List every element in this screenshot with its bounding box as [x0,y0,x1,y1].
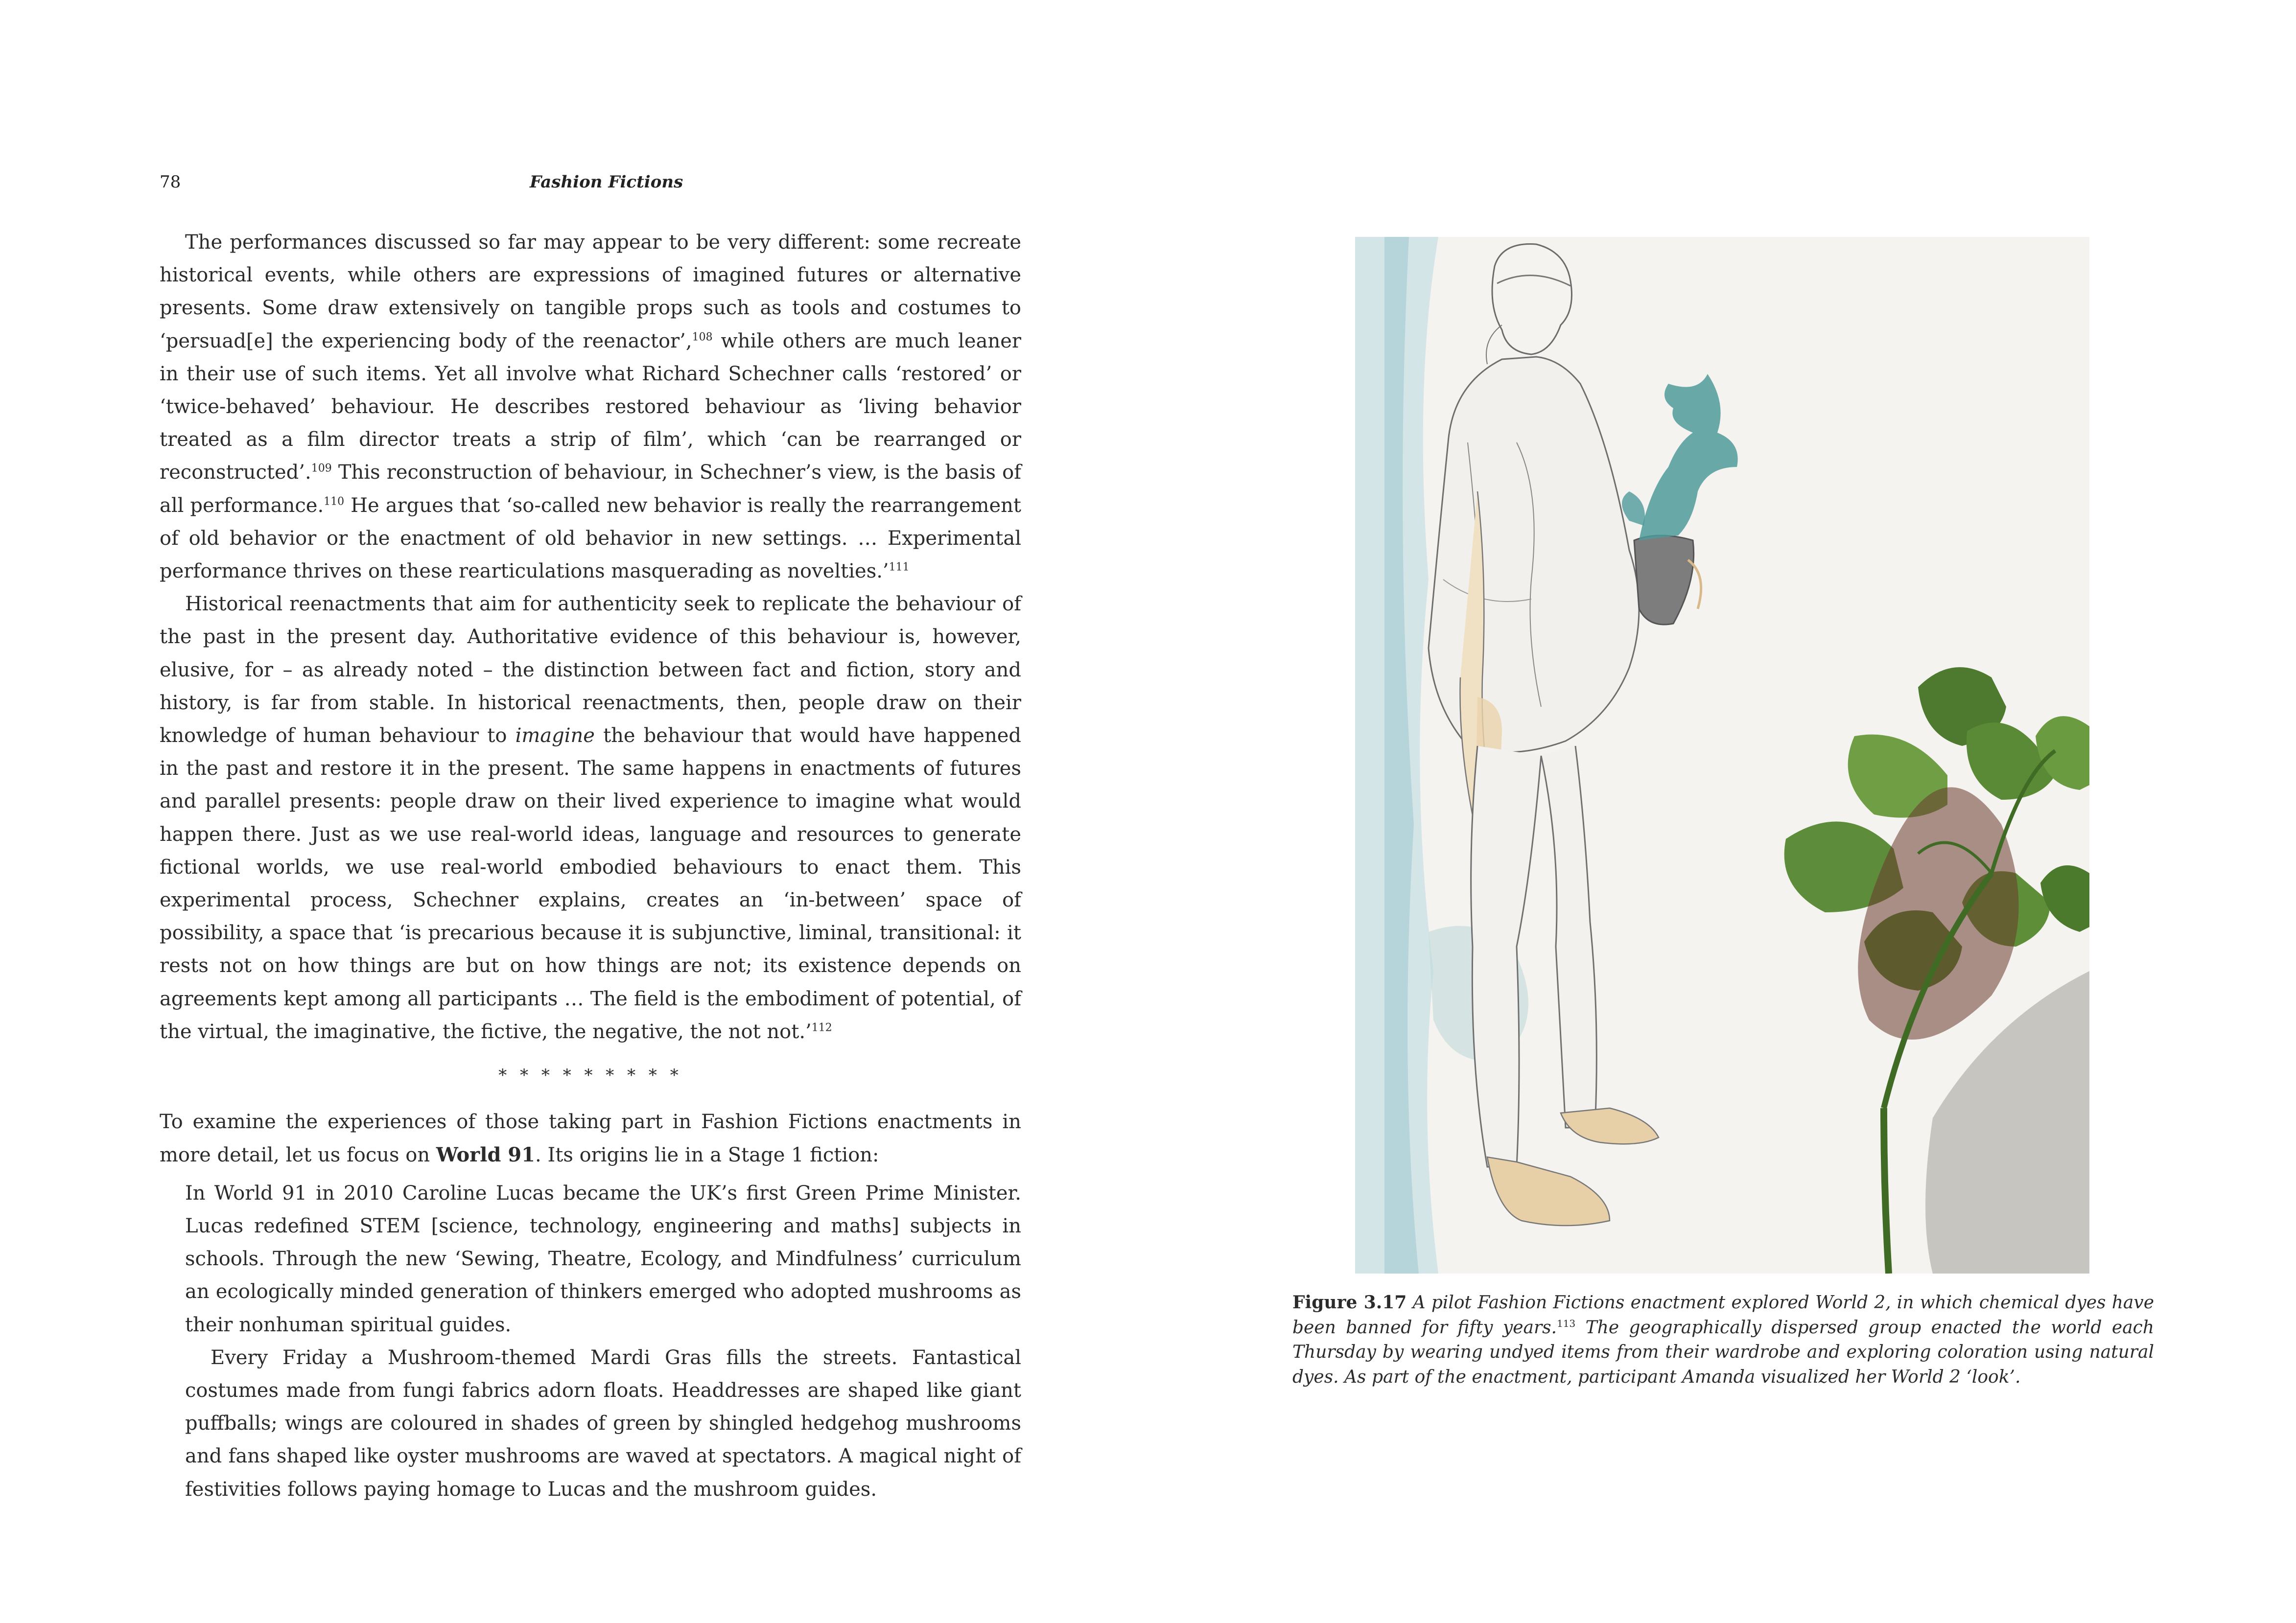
body-text [160,226,1021,1506]
section-separator: * * * * * * * * * [498,1066,682,1086]
page-number-left: 78 [160,172,181,192]
running-head-left: Fashion Fictions [530,172,683,192]
quote-paragraph-2: Every Friday a Mushroom-themed Mardi Gras fills the streets. Fantastical costumes made from fungi fabrics adorn floats. Headdresses are shaped like giant puffballs; wings are coloured in shades of green by shingled hedgehog mushrooms and fans shaped like oyster mushrooms are waved at spectators. A magical night of festivities follows paying homage to Lucas and the mushroom guides. [185,1346,1021,1501]
sketch-illustration [1355,237,2089,1274]
note-ref: 108 [692,331,713,344]
paragraph-1 [160,226,1021,588]
text-run: He argues that ‘so-called new behavior is really the rearrangement of old behavior or the enactment of old behavior in new settings. … Experimental performance thrives on these rearticulations masquerading as novelties.’ [160,494,1021,583]
figure-image [1355,237,2089,1274]
note-ref: 109 [311,463,332,475]
figure-label: Figure 3.17 [1292,1292,1407,1313]
text-run: the behaviour that would have happened in the past and restore it in the present. The same happens in enactments of futures and parallel presents: people draw on their lived experience to imagine what would happen there. Just as we use real-world ideas, language and resources to generate fictional worlds, we use real-world embodied behaviours to enact them. This experimental process, Schechner explains, creates an ‘in-between’ space of possibility, a space that ‘is precarious because it is subjunctive, liminal, transitional: it rests not on how things are but on how things are not; its existence depends on agreements kept among all participants … The field is the embodiment of potential, of the virtual, the imaginative, the fictive, the negative, the not not.’ [160,724,1022,1043]
bold-term: World 91 [436,1143,536,1167]
block-quote [185,1177,1021,1506]
caption-text: The geographically dispersed group enacted the world each Thursday by wearing undyed items from their wardrobe and exploring coloration using natural dyes. As part of the enactment, participant Amanda visualized her World 2 ‘look’. [1292,1317,2155,1387]
text-run: while others are much leaner in their use of such items. Yet all involve what Richard Schechner calls ‘restored’ or ‘twice-behaved’ behaviour. He describes restored behaviour as ‘living behavior treated as a film director treats a strip of film’, which ‘can be rearranged or reconstructed’. [160,329,1022,484]
text-run: To examine the experiences of those taking part in Fashion Fictions enactments in more detail, let us focus on [160,1111,1021,1167]
quote-paragraph-1: In World 91 in 2010 Caroline Lucas became the UK’s first Green Prime Minister. Lucas redefined STEM [science, technology, engineering and maths] subjects in schools. Through the new ‘Sewing, Theatre, Ecology, and Mindfulness’ curriculum an ecologically minded generation of thinkers emerged who adopted mushrooms as their nonhuman spiritual guides. [185,1182,1021,1336]
paragraph-3 [160,1106,1021,1172]
text-run: . Its origins lie in a Stage 1 fiction: [535,1144,879,1167]
note-ref: 111 [889,561,910,574]
text-run: This reconstruction of behaviour, in Schechner’s view, is the basis of all performance. [160,461,1021,517]
paragraph-2 [160,588,1021,1048]
figure-caption [1292,1290,2154,1390]
note-ref: 113 [1557,1317,1576,1329]
note-ref: 112 [811,1021,832,1034]
note-ref: 110 [324,495,345,508]
text-run: Historical reenactments that aim for authenticity seek to replicate the behaviour of the past in the present day. Authoritative evidence of this behaviour is, however, elusive, for – as already noted – the distinction between fact and fiction, story and history, is far from stable. In historical reenactments, then, people draw on their knowledge of human behaviour to [160,593,1021,747]
caption-text: A pilot Fashion Fictions enactment explored World 2, in which chemical dyes have been banned for fifty years. [1292,1293,2154,1338]
text-run: The performances discussed so far may appear to be very different: some recreate historical events, while others are expressions of imagined futures or alternative presents. Some draw extensively on tangible props such as tools and costumes to ‘persuad[e] the experiencing body of the reenactor’, [160,231,1021,352]
emphasis: imagine [515,724,595,747]
